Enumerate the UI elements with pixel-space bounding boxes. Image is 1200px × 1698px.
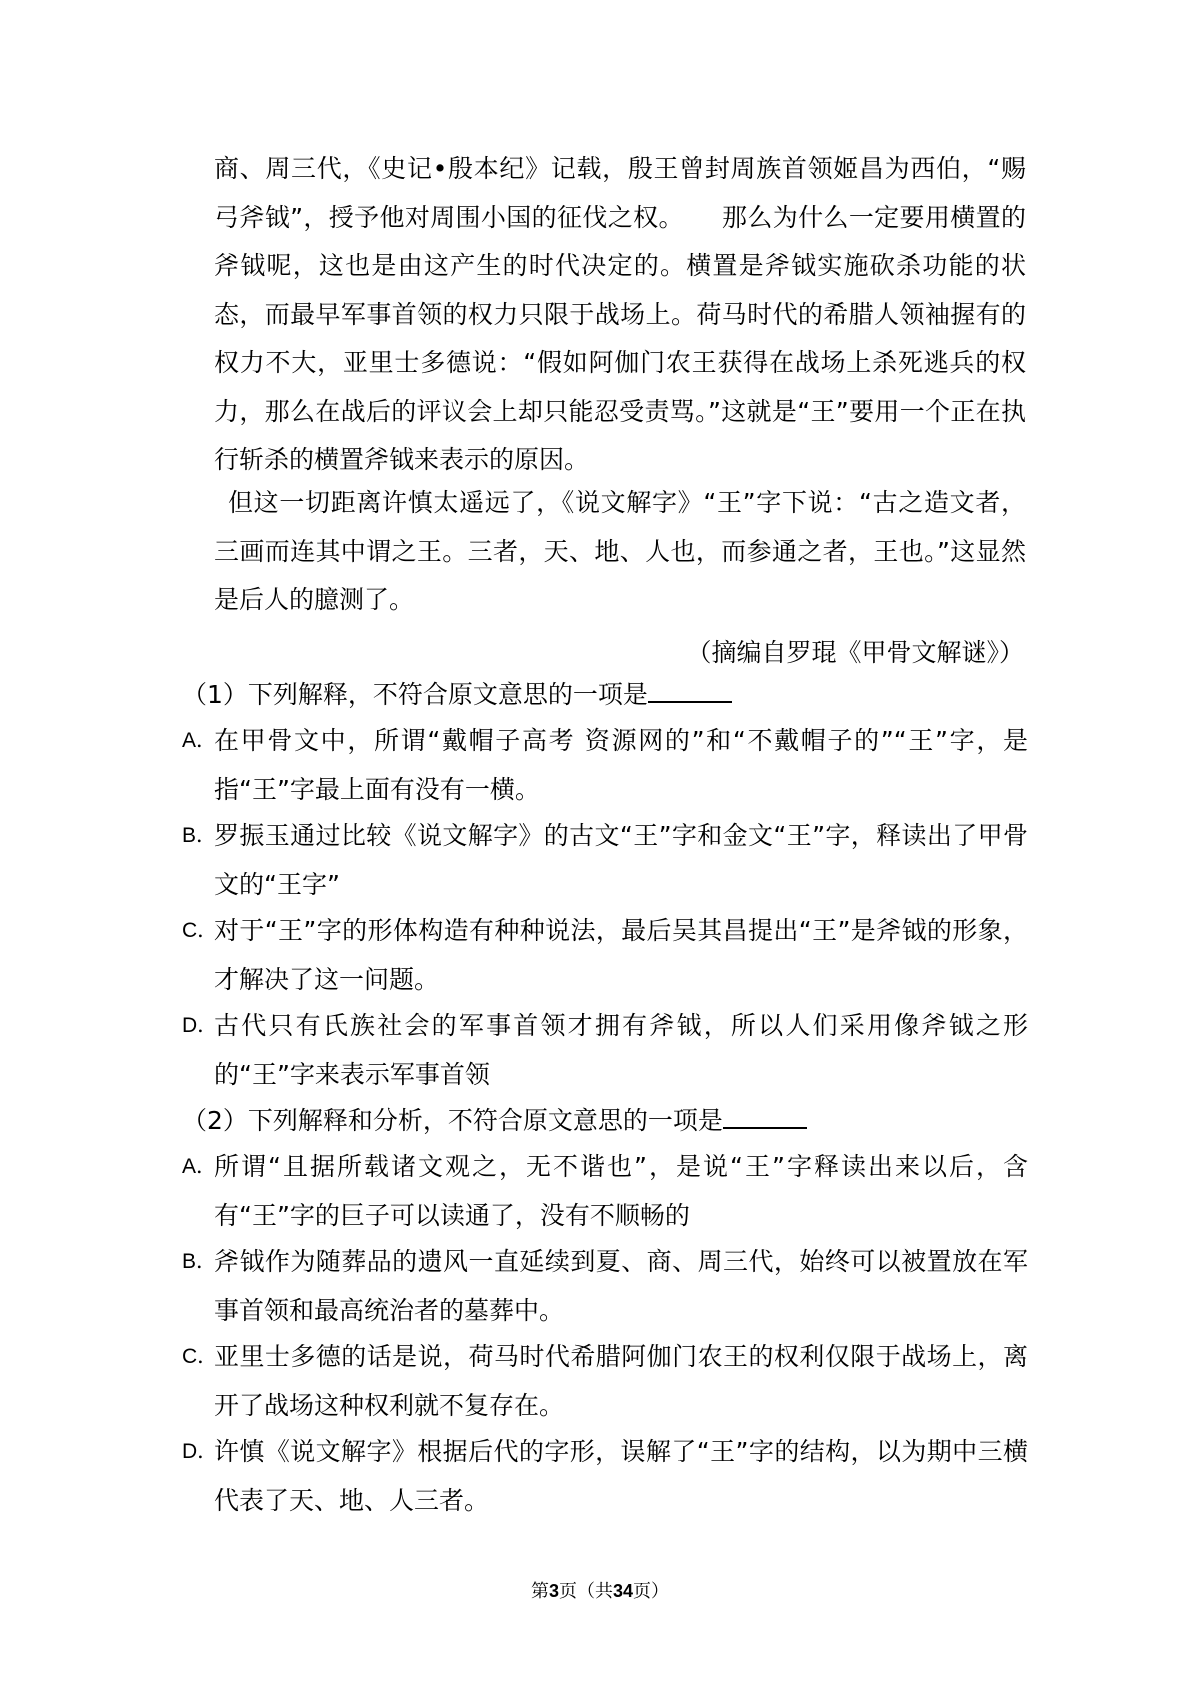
- option-text: 所谓“且据所载诸文观之，无不谐也”，是说“王”字释读出来以后，含有“王”字的巨子可以读通了，没有不顺畅的: [214, 1152, 1028, 1230]
- answer-blank: [648, 675, 732, 703]
- question-1-option-b: [182, 812, 1028, 909]
- question-2-option-c: [182, 1333, 1028, 1430]
- question-1-option-d: [182, 1002, 1028, 1099]
- option-text: 亚里士多德的话是说，荷马时代希腊阿伽门农王的权利仅限于战场上，离开了战场这种权利就不复存在。: [214, 1342, 1028, 1420]
- option-text: 古代只有氏族社会的军事首领才拥有斧钺，所以人们采用像斧钺之形的“王”字来表示军事首领: [214, 1011, 1028, 1089]
- page-number: 3: [548, 1581, 559, 1601]
- option-text: 对于“王”字的形体构造有种种说法，最后吴其昌提出“王”是斧钺的形象，才解决了这一问题。: [214, 916, 1028, 994]
- footer-suffix: 页）: [633, 1581, 670, 1602]
- question-1-option-a: [182, 717, 1028, 814]
- passage-paragraph: 但这一切距离许慎太遥远了，《说文解字》“王”字下说：“古之造文者，三画而连其中谓之王。三者，天、地、人也，而参通之者，王也。”这显然是后人的臆测了。: [214, 488, 1026, 614]
- option-text: 许慎《说文解字》根据后代的字形，误解了“王”字的结构，以为期中三横代表了天、地、人三者。: [214, 1437, 1028, 1515]
- question-2-option-b: [182, 1238, 1028, 1335]
- option-text: 在甲骨文中，所谓“戴帽子高考 资源网的”和“不戴帽子的”“王”字，是指“王”字最上面有没有一横。: [214, 726, 1028, 804]
- option-letter: D．: [182, 1440, 219, 1463]
- question-2-stem: [182, 1097, 1042, 1146]
- option-text: 罗振玉通过比较《说文解字》的古文“王”字和金文“王”字，释读出了甲骨文的“王字”: [214, 821, 1028, 899]
- total-pages: 34: [612, 1581, 634, 1601]
- option-text: 斧钺作为随葬品的遗风一直延续到夏、商、周三代，始终可以被置放在军事首领和最高统治者的墓葬中。: [214, 1247, 1028, 1325]
- footer-middle: 页（共: [558, 1581, 613, 1602]
- option-letter: D．: [182, 1014, 219, 1037]
- question-1-stem: [182, 671, 1042, 720]
- option-letter: C．: [182, 919, 219, 942]
- option-letter: A．: [182, 1155, 218, 1178]
- option-letter: B．: [182, 1250, 218, 1273]
- question-stem-text: （2）下列解释和分析，不符合原文意思的一项是: [182, 1106, 723, 1135]
- question-1-option-c: [182, 907, 1028, 1004]
- footer-prefix: 第: [530, 1581, 549, 1602]
- passage-paragraph: 商、周三代，《史记•殷本纪》记载，殷王曾封周族首领姬昌为西伯，“赐弓斧钺”，授予他对周围小国的征伐之权。 那么为什么一定要用横置的斧钺呢，这也是由这产生的时代决定的。横置是斧钺实施砍杀功能的状态，而最早军事首领的权力只限于战场上。荷马时代的希腊人领袖握有的权力不大，亚里士多德说：“假如阿伽门农王获得在战场上杀死逃兵的权力，那么在战后的评议会上却只能忍受责骂。”这就是“王”要用一个正在执行斩杀的横置斧钺来表示的原因。: [214, 154, 1026, 474]
- option-letter: B．: [182, 824, 218, 847]
- option-letter: C．: [182, 1345, 219, 1368]
- question-2-option-a: [182, 1143, 1028, 1240]
- page-footer: [0, 1578, 1200, 1605]
- question-2-option-d: [182, 1428, 1028, 1525]
- question-stem-text: （1）下列解释，不符合原文意思的一项是: [182, 680, 648, 709]
- answer-blank: [723, 1101, 807, 1129]
- passage-source: （摘编自罗琨《甲骨文解谜》）: [686, 638, 1024, 667]
- option-letter: A．: [182, 729, 218, 752]
